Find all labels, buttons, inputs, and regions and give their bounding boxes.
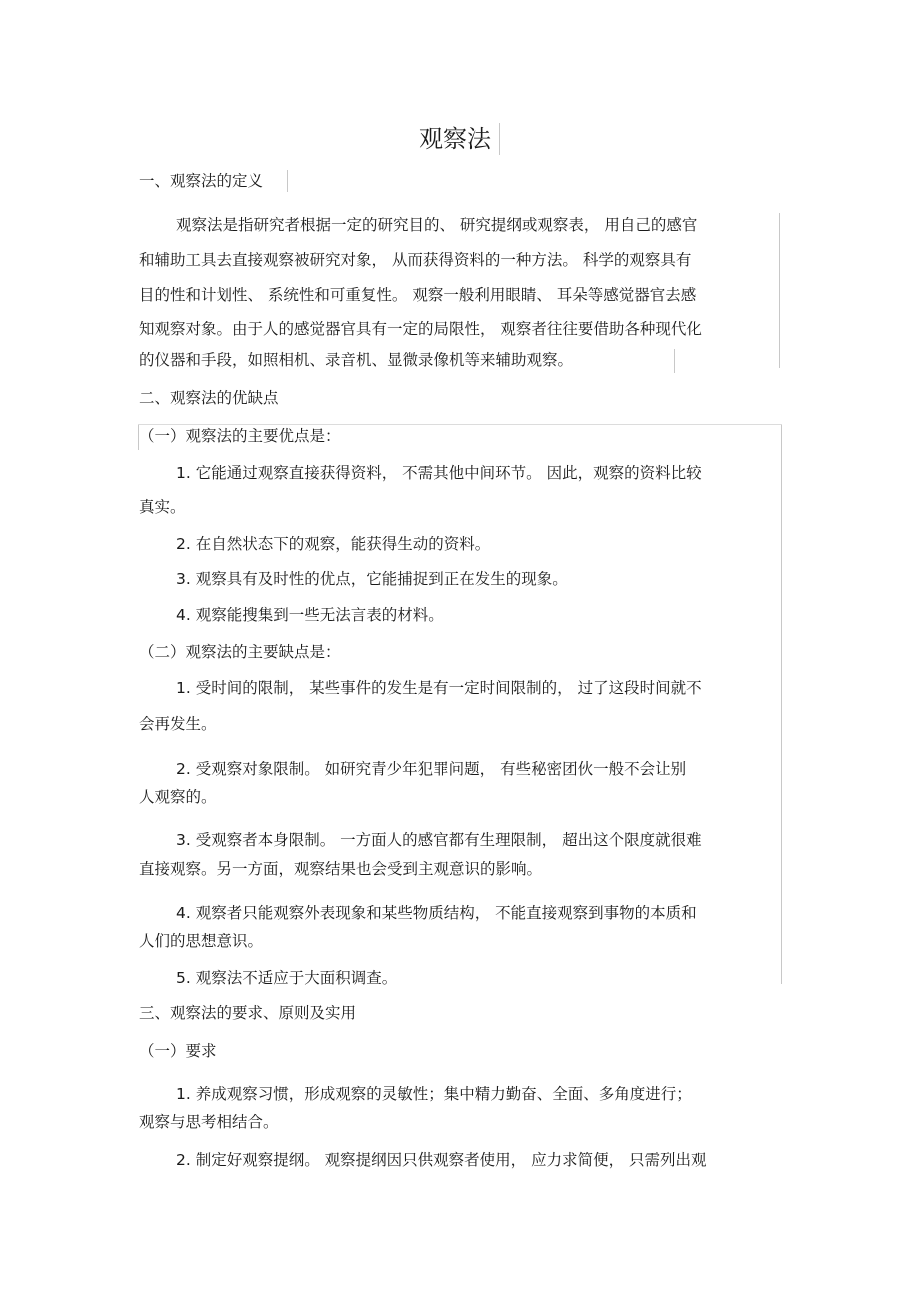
page-title: 观察法 xyxy=(419,125,491,153)
list-item: 3. 受观察者本身限制。 一方面人的感官都有生理限制， 超出这个限度就很难 xyxy=(176,831,702,849)
list-item: 1. 养成观察习惯，形成观察的灵敏性；集中精力勤奋、全面、多角度进行； xyxy=(176,1085,692,1103)
list-item-continuation: 直接观察。另一方面，观察结果也会受到主观意识的影响。 xyxy=(139,860,543,878)
list-item: 2. 受观察对象限制。 如研究青少年犯罪问题， 有些秘密团伙一般不会让别 xyxy=(176,760,687,778)
list-item-continuation: 人观察的。 xyxy=(139,788,217,806)
list-item: 5. 观察法不适应于大面积调查。 xyxy=(176,969,398,987)
subsection-heading: （二）观察法的主要缺点是： xyxy=(139,643,341,661)
paragraph-line: 知观察对象。由于人的感觉器官具有一定的局限性， 观察者往往要借助各种现代化 xyxy=(139,320,702,338)
list-item: 4. 观察能搜集到一些无法言表的材料。 xyxy=(176,606,444,624)
list-item: 4. 观察者只能观察外表现象和某些物质结构， 不能直接观察到事物的本质和 xyxy=(176,904,697,922)
paragraph-line: 的仪器和手段，如照相机、录音机、显微录像机等来辅助观察。 xyxy=(139,351,574,369)
section-heading: 二、观察法的优缺点 xyxy=(139,389,279,407)
paragraph-line: 和辅助工具去直接观察被研究对象， 从而获得资料的一种方法。 科学的观察具有 xyxy=(139,251,692,269)
frame-line xyxy=(674,349,675,373)
list-item: 2. 在自然状态下的观察，能获得生动的资料。 xyxy=(176,535,491,553)
paragraph-line: 目的性和计划性、 系统性和可重复性。 观察一般利用眼睛、 耳朵等感觉器官去感 xyxy=(139,286,697,304)
list-item-continuation: 真实。 xyxy=(139,498,186,516)
list-item: 2. 制定好观察提纲。 观察提纲因只供观察者使用， 应力求简便， 只需列出观 xyxy=(176,1151,707,1169)
subsection-heading: （一）观察法的主要优点是： xyxy=(139,427,341,445)
list-item: 1. 它能通过观察直接获得资料， 不需其他中间环节。 因此，观察的资料比较 xyxy=(176,464,702,482)
list-item: 1. 受时间的限制， 某些事件的发生是有一定时间限制的， 过了这段时间就不 xyxy=(176,679,702,697)
frame-line xyxy=(287,170,288,192)
frame-line xyxy=(499,123,500,155)
paragraph-line: 观察法是指研究者根据一定的研究目的、 研究提纲或观察表， 用自己的感官 xyxy=(176,216,698,234)
section-heading: 三、观察法的要求、原则及实用 xyxy=(139,1004,357,1022)
list-item: 3. 观察具有及时性的优点，它能捕捉到正在发生的现象。 xyxy=(176,570,568,588)
section-heading: 一、观察法的定义 xyxy=(139,172,264,190)
subsection-heading: （一）要求 xyxy=(139,1042,217,1060)
list-item-continuation: 人们的思想意识。 xyxy=(139,932,264,950)
frame-line xyxy=(779,213,780,368)
list-item-continuation: 观察与思考相结合。 xyxy=(139,1113,279,1131)
frame-line xyxy=(781,424,782,984)
list-item-continuation: 会再发生。 xyxy=(139,715,217,733)
